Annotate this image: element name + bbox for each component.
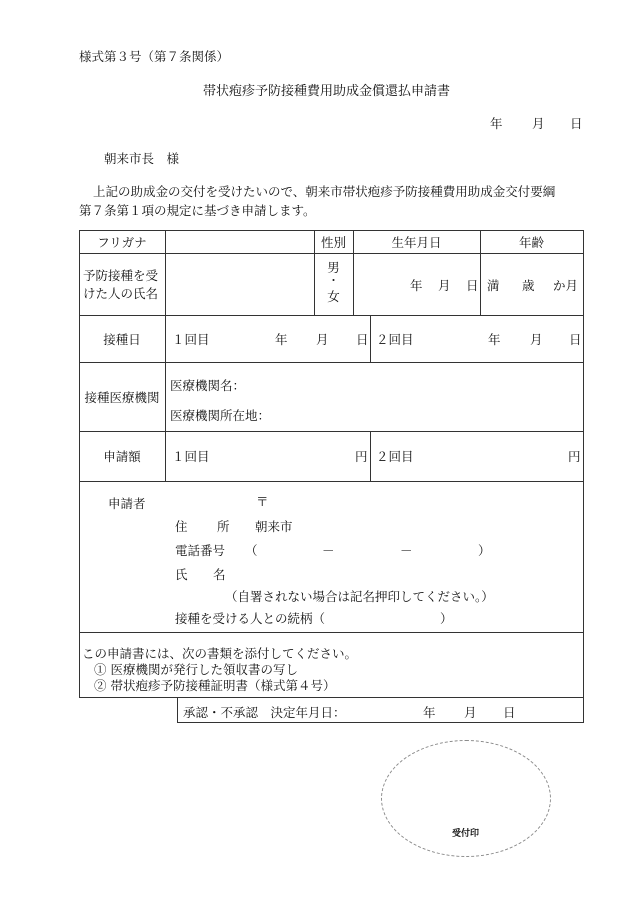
gender-separator: ・	[328, 274, 339, 287]
phone-open: （	[245, 543, 258, 558]
gender-label: 性別	[320, 234, 346, 250]
first-amount-yen: 円	[355, 449, 368, 464]
birth-month-label: 月	[438, 278, 451, 293]
date-month: 月	[532, 116, 545, 131]
signature-note: （自署されない場合は記名押印してください。）	[225, 589, 494, 604]
applicant-name-label-1: 氏	[175, 567, 188, 582]
attachment-item-2: ② 帯状疱疹予防接種証明書（様式第４号）	[94, 678, 336, 693]
age-label: 年齢	[518, 234, 544, 250]
reception-stamp-area	[381, 740, 551, 857]
vaccinee-name-label: 予防接種を受 けた人の氏名	[83, 268, 159, 301]
approval-day: 日	[503, 705, 516, 720]
first-dose-month: 月	[316, 331, 329, 347]
vaccination-date-label: 接種日	[103, 331, 141, 347]
approval-label: 承認・不承認 決定年月日：	[183, 705, 346, 720]
date-day: 日	[570, 116, 583, 131]
applicant-name-label-2: 名	[213, 567, 226, 582]
age-years-label: 歳	[522, 278, 535, 293]
gender-female[interactable]: 女	[327, 288, 340, 304]
relation-close: ）	[440, 611, 453, 626]
age-full-label: 満	[487, 278, 500, 293]
phone-dash-1: －	[322, 543, 335, 558]
attachment-item-1: ① 医療機関が発行した領収書の写し	[94, 662, 298, 677]
first-dose-year: 年	[275, 331, 288, 347]
approval-year: 年	[423, 705, 436, 720]
second-dose-label: ２回目	[376, 331, 414, 347]
institution-address-label: 医療機関所在地：	[170, 408, 271, 423]
approval-month: 月	[464, 705, 477, 720]
address-city: 朝来市	[255, 519, 293, 534]
postal-mark: 〒	[256, 494, 269, 509]
furigana-label: フリガナ	[97, 234, 147, 250]
first-dose-label: １回目	[172, 331, 210, 347]
birthdate-label: 生年月日	[391, 234, 442, 250]
institution-name-label: 医療機関名：	[170, 378, 246, 393]
relation-label: 接種を受ける人との続柄（	[175, 611, 326, 626]
attachments-intro: この申請書には、次の書類を添付してください。	[82, 646, 358, 661]
date-year: 年	[490, 116, 503, 131]
reception-stamp-label: 受付印	[452, 829, 480, 839]
birth-day-label: 日	[466, 278, 479, 293]
applicant-label: 申請者	[108, 496, 146, 511]
age-months-label: か月	[553, 278, 579, 293]
second-dose-year: 年	[488, 331, 501, 347]
addressee: 朝来市長 様	[104, 151, 180, 166]
phone-dash-2: －	[400, 543, 413, 558]
second-dose-month: 月	[530, 331, 543, 347]
second-dose-day: 日	[569, 331, 582, 347]
intro-line-1: 上記の助成金の交付を受けたいので、朝来市帯状疱疹予防接種費用助成金交付要綱	[93, 184, 556, 199]
phone-close: ）	[478, 543, 491, 558]
first-amount-label: １回目	[172, 449, 210, 464]
address-label-1: 住	[175, 519, 188, 534]
gender-male[interactable]: 男	[327, 259, 340, 275]
document-title: 帯状疱疹予防接種費用助成金償還払申請書	[203, 84, 451, 99]
second-amount-label: ２回目	[376, 449, 414, 464]
birth-year-label: 年	[410, 278, 423, 293]
institution-label: 接種医療機関	[84, 389, 160, 405]
second-amount-yen: 円	[568, 449, 581, 464]
form-number: 様式第３号（第７条関係）	[79, 49, 230, 64]
first-dose-day: 日	[356, 331, 369, 347]
intro-line-2: 第７条第１項の規定に基づき申請します。	[79, 203, 316, 218]
address-label-2: 所	[217, 519, 230, 534]
phone-label: 電話番号	[175, 543, 226, 558]
amount-label: 申請額	[103, 449, 141, 464]
